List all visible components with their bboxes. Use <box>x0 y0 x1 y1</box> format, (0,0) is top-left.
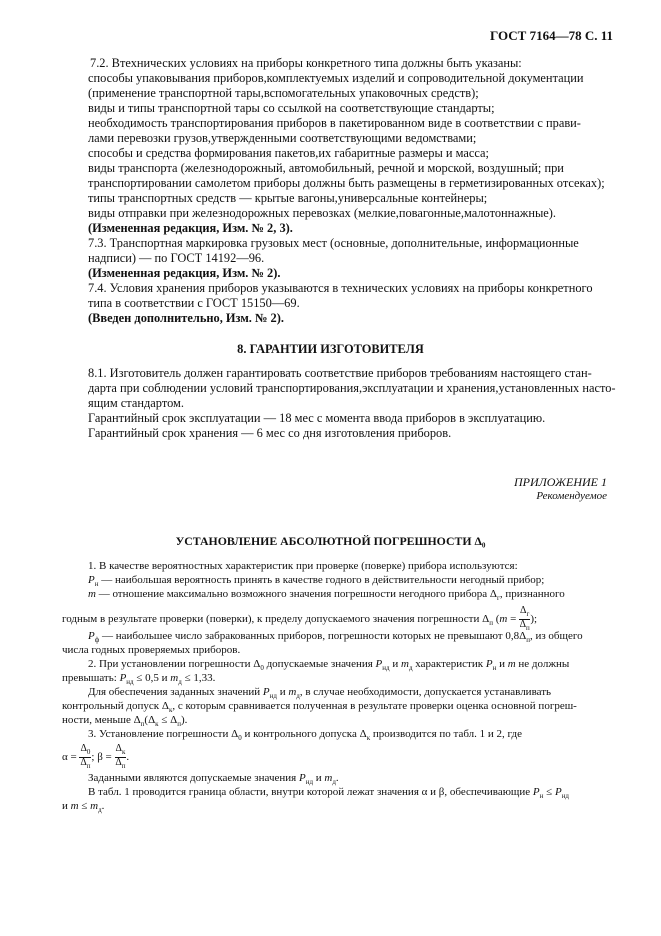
list-line: способы упаковывания приборов,комплектуемых изделий и сопроводительной документации <box>88 71 584 85</box>
appendix-number: ПРИЛОЖЕНИЕ 1 <box>514 475 607 489</box>
para-8-1-cont: ящим стандартом. <box>88 396 184 410</box>
appendix-text: контрольный допуск $\Delta_к$, с которым сравнивается полученная в результате проверки оценка основной погреш- <box>62 700 577 715</box>
formula-line: α = $\frac{\Delta_0}{\Delta_п}$ ; β = $\frac{\Delta_к}{\Delta_п}$ . <box>62 743 130 770</box>
warranty-line: Гарантийный срок хранения — 6 мес со дня изготовления приборов. <box>88 426 452 440</box>
appendix-text: числа годных проверяемых приборов. <box>62 644 241 656</box>
para-7-4-cont: типа в соответствии с ГОСТ 15150—69. <box>88 296 300 310</box>
appendix-text: Для обеспечения заданных значений $P_{нд}$ и $m_д$, в случае необходимости, допускается устанавливать <box>88 686 552 701</box>
appendix-text: годным в результате проверки (поверки), к пределу допускаемого значения погрешности $\Delta_п$ (m = $\frac{\Delta_г}{\Delta_п}$ ); <box>62 605 538 632</box>
appendix-text: 1. В качестве вероятностных характеристик при проверке (поверке) прибора используются: <box>88 560 518 572</box>
appendix-text: ности, меньше $\Delta_п(\Delta_к \le \Delta_п)$. <box>62 714 188 729</box>
appendix-text: m — отношение максимально возможного значения погрешности негодного прибора $\Delta_г$, признанного <box>88 588 565 603</box>
list-line: необходимость транспортирования приборов в пакетированном виде в соответствии с прави- <box>88 116 581 130</box>
page-header: ГОСТ 7164—78 С. 11 <box>490 28 613 43</box>
appendix-label <box>514 475 607 503</box>
para-7-4: 7.4. Условия хранения приборов указываются в технических условиях на приборы конкретного <box>88 281 593 295</box>
para-7-3: 7.3. Транспортная маркировка грузовых мест (основные, дополнительные, информационные <box>88 236 579 250</box>
appendix-text: и $m \le m_д$. <box>62 800 105 815</box>
list-line: виды отправки при железнодорожных перевозках (мелкие,повагонные,малотоннажные). <box>88 206 557 220</box>
appendix-text: Заданными являются допускаемые значения $P_{нд}$ и $m_д$. <box>88 772 339 787</box>
list-line: лами перевозки грузов,утвержденными соответствующими ведомствами; <box>88 131 477 145</box>
amendment-note: (Введен дополнительно, Изм. № 2). <box>88 311 284 325</box>
list-line: транспортировании самолетом приборы должны быть размещены в герметизированных отсеках); <box>88 176 605 190</box>
appendix-text: $P_ф$ — наибольшее число забракованных приборов, погрешности которых не превышают $0,8\Delta_п$, из общего <box>88 630 583 645</box>
warranty-line: Гарантийный срок эксплуатации — 18 мес с момента ввода приборов в эксплуатацию. <box>88 411 546 425</box>
list-line: способы и средства формирования пакетов,их габаритные размеры и масса; <box>88 146 489 160</box>
list-line: виды транспорта (железнодорожный, автомобильный, речной и морской, воздушный; при <box>88 161 564 175</box>
appendix-text: $P_н$ — наибольшая вероятность принять в качестве годного в действительности негодный прибор; <box>88 574 545 589</box>
para-8-1: 8.1. Изготовитель должен гарантировать соответствие приборов требованиям настоящего стан- <box>88 366 592 380</box>
list-line: виды и типы транспортной тары со ссылкой на соответствующие стандарты; <box>88 101 495 115</box>
appendix-text: 3. Установление погрешности $\Delta_0$ и контрольного допуска $\Delta_к$ производится по табл. 1 и 2, где <box>88 728 522 743</box>
appendix-title: УСТАНОВЛЕНИЕ АБСОЛЮТНОЙ ПОГРЕШНОСТИ Δ₀ <box>175 534 486 548</box>
amendment-note: (Измененная редакция, Изм. № 2, 3). <box>88 221 293 235</box>
appendix-kind: Рекомендуемое <box>536 490 607 502</box>
list-line: (применение транспортной тары,вспомогательных упаковочных средств); <box>88 86 479 100</box>
para-8-1-cont: дарта при соблюдении условий транспортирования,эксплуатации и хранения,установленных насто- <box>88 381 616 395</box>
para-7-2: 7.2. Втехнических условиях на приборы конкретного типа должны быть указаны: <box>90 56 522 70</box>
section-title: 8. ГАРАНТИИ ИЗГОТОВИТЕЛЯ <box>237 342 424 356</box>
appendix-text: В табл. 1 проводится граница области, внутри которой лежат значения α и β, обеспечивающие $P_н \le P_{нд}$ <box>88 786 569 801</box>
list-line: типы транспортных средств — крытые вагоны,универсальные контейнеры; <box>88 191 488 205</box>
appendix-text: 2. При установлении погрешности $\Delta_0$ допускаемые значения $P_{нд}$ и $m_д$ характеристик $P_н$ и m не должны <box>88 658 570 673</box>
amendment-note: (Измененная редакция, Изм. № 2). <box>88 266 281 280</box>
appendix-text: превышать: $P_{нд} \le 0,5$ и $m_д \le 1,33$. <box>62 672 216 687</box>
para-7-3-cont: надписи) — по ГОСТ 14192—96. <box>88 251 265 265</box>
